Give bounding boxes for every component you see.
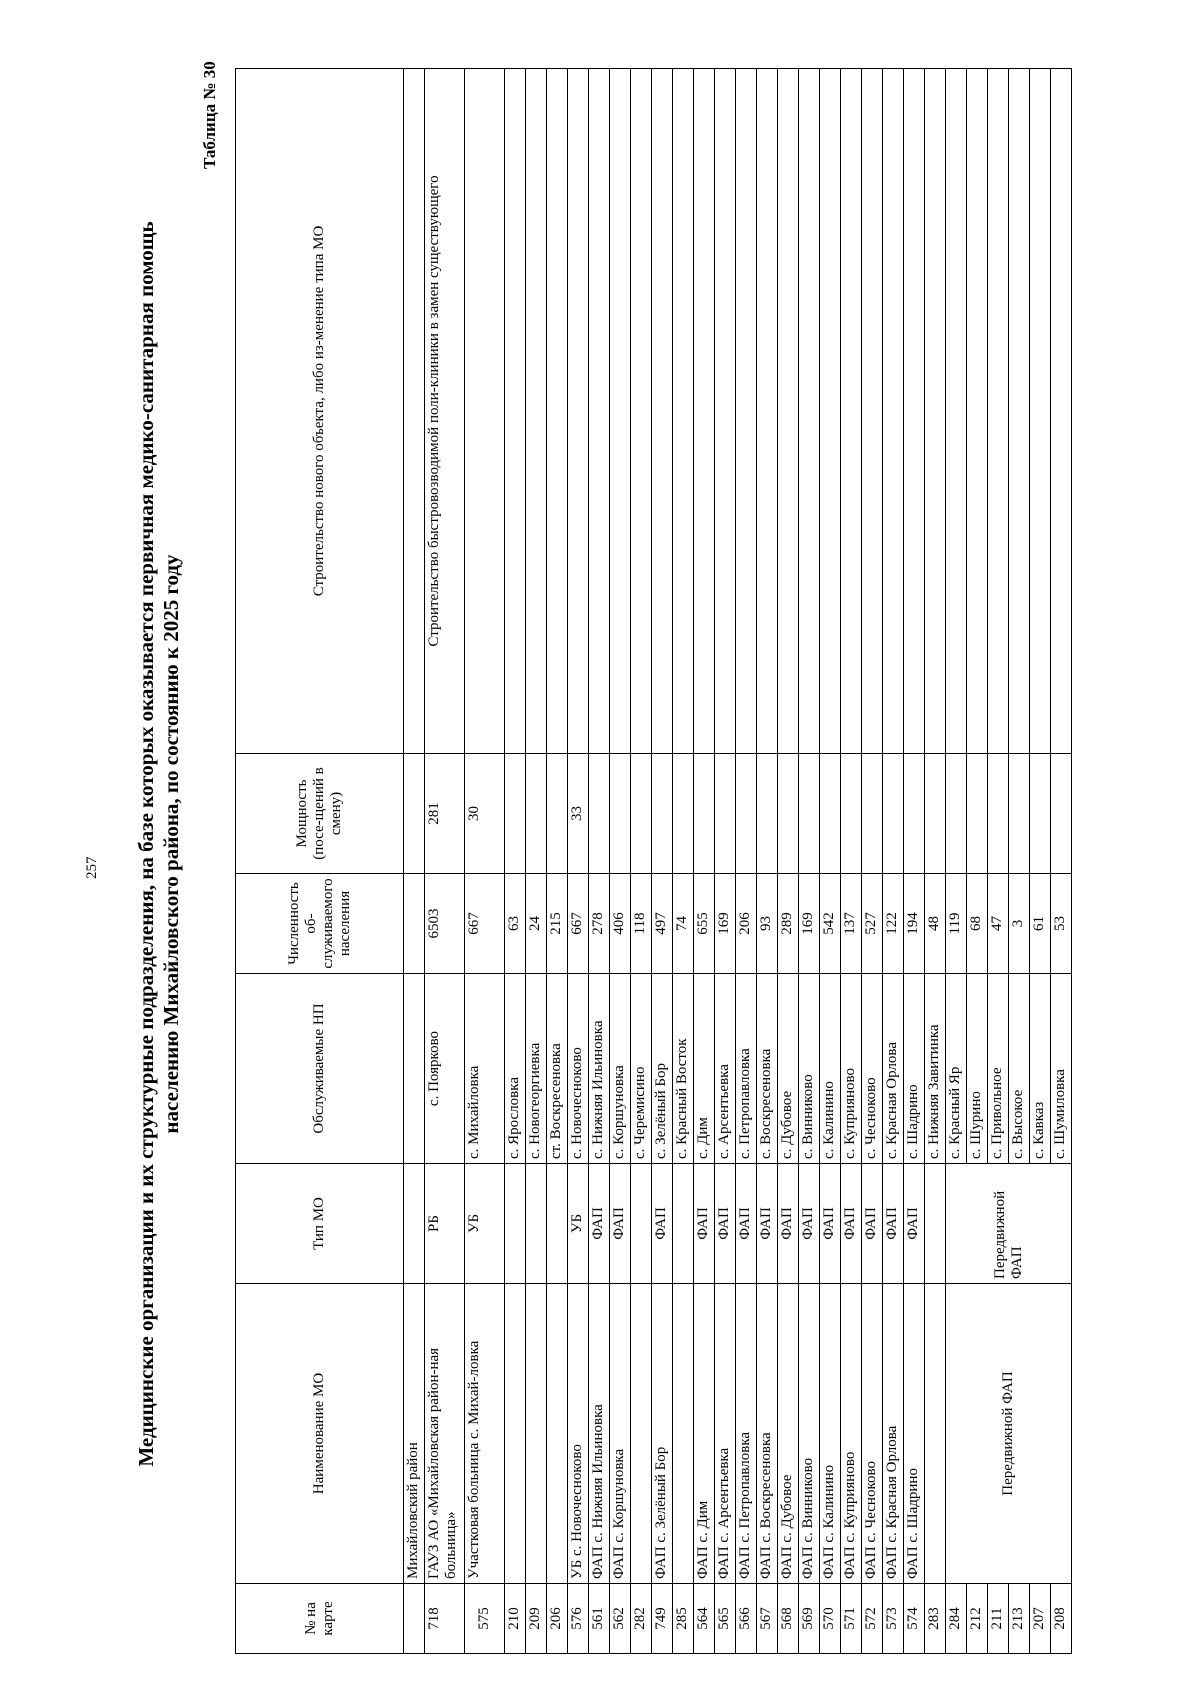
cell-name: ФАП с. Арсентьевка: [715, 1284, 736, 1584]
cell-settlement: с. Калинино: [820, 974, 841, 1164]
cell-population: 215: [547, 874, 568, 974]
cell-settlement: с. Красный Яр: [946, 974, 967, 1164]
cell-type: Передвижной ФАП: [946, 1164, 1072, 1284]
cell-num: 564: [694, 1584, 715, 1654]
cell-settlement: с. Черемисино: [631, 974, 652, 1164]
cell-population: 169: [715, 874, 736, 974]
table-row: [862, 69, 883, 1654]
table-row: [946, 69, 967, 1654]
cell-settlement: с. Нижняя Ильиновка: [589, 974, 610, 1164]
cell-num: 576: [568, 1584, 589, 1654]
cell-name: ФАП с. Чесноково: [862, 1284, 883, 1584]
cell-population: 122: [883, 874, 904, 974]
cell-type: ФАП: [589, 1164, 610, 1284]
cell-population: 194: [904, 874, 925, 974]
table-row: [904, 69, 925, 1654]
cell-num: 749: [652, 1584, 673, 1654]
cell-type: ФАП: [883, 1164, 904, 1284]
cell-settlement: с. Привольное: [988, 974, 1009, 1164]
cell-num: 574: [904, 1584, 925, 1654]
cell-num: 718: [425, 1584, 465, 1654]
table-row: [526, 69, 547, 1654]
facilities-table: [235, 68, 1072, 1654]
cell-name: ФАП с. Куприяново: [841, 1284, 862, 1584]
cell-name: ФАП с. Коршуновка: [610, 1284, 631, 1584]
cell-population: 667: [465, 874, 505, 974]
cell-name: ФАП с. Винниково: [799, 1284, 820, 1584]
cell-population: 655: [694, 874, 715, 974]
cell-population: 542: [820, 874, 841, 974]
cell-settlement: с. Дубовое: [778, 974, 799, 1164]
cell-settlement: с. Петропавловка: [736, 974, 757, 1164]
cell-population: 118: [631, 874, 652, 974]
cell-capacity: 30: [465, 754, 505, 874]
cell-population: 667: [568, 874, 589, 974]
cell-settlement: с. Чесноково: [862, 974, 883, 1164]
cell-type: ФАП: [799, 1164, 820, 1284]
cell-type: ФАП: [841, 1164, 862, 1284]
cell-name: ФАП с. Дим: [694, 1284, 715, 1584]
cell-num: 283: [925, 1584, 946, 1654]
cell-population: 63: [505, 874, 526, 974]
cell-type: ФАП: [820, 1164, 841, 1284]
cell-name: ГАУЗ АО «Михайловская район-ная больница»: [425, 1284, 465, 1584]
table-number: Таблица № 30: [200, 61, 219, 169]
cell-num: 568: [778, 1584, 799, 1654]
cell-settlement: с. Шадрино: [904, 974, 925, 1164]
table-row: [425, 69, 465, 1654]
cell-num: 571: [841, 1584, 862, 1654]
cell-num: 570: [820, 1584, 841, 1654]
district-cell: Михайловский район: [404, 1284, 425, 1584]
cell-settlement: с. Поярково: [425, 974, 465, 1164]
table-row: [465, 69, 505, 1654]
cell-type: ФАП: [757, 1164, 778, 1284]
cell-settlement: с. Воскресеновка: [757, 974, 778, 1164]
header-name: Наименование МО: [236, 1284, 404, 1584]
table-row: [505, 69, 526, 1654]
cell-settlement: с. Ярословка: [505, 974, 526, 1164]
cell-num: 572: [862, 1584, 883, 1654]
cell-settlement: с. Красный Восток: [673, 974, 694, 1164]
cell-settlement: с. Коршуновка: [610, 974, 631, 1164]
cell-num: 211: [988, 1584, 1009, 1654]
cell-num: 213: [1009, 1584, 1030, 1654]
cell-capacity: 281: [425, 754, 465, 874]
cell-name: ФАП с. Воскресеновка: [757, 1284, 778, 1584]
table-row: [589, 69, 610, 1654]
cell-construction: Строительство быстровозводимой поли-клиники в замен существующего: [425, 69, 465, 754]
cell-type: УБ: [465, 1164, 505, 1284]
table-row: [715, 69, 736, 1654]
table-header-row: [236, 69, 404, 1654]
cell-population: 169: [799, 874, 820, 974]
table-row: [778, 69, 799, 1654]
table-row: [610, 69, 631, 1654]
cell-population: 68: [967, 874, 988, 974]
cell-name: Участковая больница с. Михай-ловка: [465, 1284, 505, 1584]
cell-settlement: с. Нижняя Завитинка: [925, 974, 946, 1164]
table-row: [925, 69, 946, 1654]
table-row: [547, 69, 568, 1654]
cell-name: УБ с. Новочесноково: [568, 1284, 589, 1584]
cell-type: ФАП: [904, 1164, 925, 1284]
cell-num: 562: [610, 1584, 631, 1654]
cell-population: 527: [862, 874, 883, 974]
cell-num: 207: [1030, 1584, 1051, 1654]
cell-type: ФАП: [610, 1164, 631, 1284]
header-population: Численность об-служиваемого населения: [236, 874, 404, 974]
cell-num: 210: [505, 1584, 526, 1654]
cell-population: 289: [778, 874, 799, 974]
cell-settlement: с. Кавказ: [1030, 974, 1051, 1164]
cell-settlement: с. Новочесноково: [568, 974, 589, 1164]
cell-settlement: ст. Воскресеновка: [547, 974, 568, 1164]
cell-settlement: с. Зелёный Бор: [652, 974, 673, 1164]
table-row: [841, 69, 862, 1654]
header-type: Тип МО: [236, 1164, 404, 1284]
cell-type: ФАП: [694, 1164, 715, 1284]
header-num: № на карте: [236, 1584, 404, 1654]
table-row: [631, 69, 652, 1654]
title-line-2: населению Михайловского района, по состоянию к 2025 году: [159, 554, 183, 1134]
cell-type: ФАП: [715, 1164, 736, 1284]
cell-num: 209: [526, 1584, 547, 1654]
cell-population: 206: [736, 874, 757, 974]
cell-settlement: с. Высокое: [1009, 974, 1030, 1164]
cell-type: ФАП: [862, 1164, 883, 1284]
header-construction: Строительство нового объекта, либо из-менение типа МО: [236, 69, 404, 754]
cell-population: 3: [1009, 874, 1030, 974]
cell-population: 48: [925, 874, 946, 974]
cell-num: 567: [757, 1584, 778, 1654]
table-row: [820, 69, 841, 1654]
cell-name: ФАП с. Петропавловка: [736, 1284, 757, 1584]
cell-capacity: 33: [568, 754, 589, 874]
cell-population: 53: [1051, 874, 1072, 974]
cell-num: 208: [1051, 1584, 1072, 1654]
document-title: [134, 189, 184, 1499]
table-row: [883, 69, 904, 1654]
cell-settlement: с. Куприяново: [841, 974, 862, 1164]
table-row: [652, 69, 673, 1654]
cell-name: ФАП с. Красная Орлова: [883, 1284, 904, 1584]
cell-population: 119: [946, 874, 967, 974]
cell-population: 24: [526, 874, 547, 974]
cell-population: 137: [841, 874, 862, 974]
table-row: [568, 69, 589, 1654]
cell-population: 74: [673, 874, 694, 974]
cell-type: ФАП: [652, 1164, 673, 1284]
table-row: [694, 69, 715, 1654]
cell-population: 278: [589, 874, 610, 974]
cell-settlement: с. Шумиловка: [1051, 974, 1072, 1164]
cell-type: ФАП: [736, 1164, 757, 1284]
cell-num: 282: [631, 1584, 652, 1654]
cell-settlement: с. Винниково: [799, 974, 820, 1164]
table-row: [404, 69, 425, 1654]
cell-num: 212: [967, 1584, 988, 1654]
cell-settlement: с. Арсентьевка: [715, 974, 736, 1164]
cell-population: 497: [652, 874, 673, 974]
cell-num: 575: [465, 1584, 505, 1654]
cell-population: 61: [1030, 874, 1051, 974]
cell-type: ФАП: [778, 1164, 799, 1284]
cell-settlement: с. Новогеоргиевка: [526, 974, 547, 1164]
cell-name: ФАП с. Нижняя Ильиновка: [589, 1284, 610, 1584]
cell-name: Передвижной ФАП: [946, 1284, 1072, 1584]
cell-name: ФАП с. Зелёный Бор: [652, 1284, 673, 1584]
cell-name: ФАП с. Калинино: [820, 1284, 841, 1584]
table-row: [799, 69, 820, 1654]
cell-num: 569: [799, 1584, 820, 1654]
cell-num: 561: [589, 1584, 610, 1654]
cell-num: 573: [883, 1584, 904, 1654]
cell-num: 285: [673, 1584, 694, 1654]
cell-population: 406: [610, 874, 631, 974]
cell-type: УБ: [568, 1164, 589, 1284]
cell-type: РБ: [425, 1164, 465, 1284]
cell-name: ФАП с. Шадрино: [904, 1284, 925, 1584]
title-line-1: Медицинские организации и их структурные подразделения, на базе которых оказывается первичная медико-санитарная помощь: [134, 221, 158, 1467]
cell-settlement: с. Дим: [694, 974, 715, 1164]
cell-num: 566: [736, 1584, 757, 1654]
cell-num: 206: [547, 1584, 568, 1654]
cell-num: 284: [946, 1584, 967, 1654]
table-row: [736, 69, 757, 1654]
cell-name: ФАП с. Дубовое: [778, 1284, 799, 1584]
header-settlements: Обслуживаемые НП: [236, 974, 404, 1164]
cell-population: 93: [757, 874, 778, 974]
cell-settlement: с. Красная Орлова: [883, 974, 904, 1164]
cell-settlement: с. Михайловка: [465, 974, 505, 1164]
cell-settlement: с. Шурино: [967, 974, 988, 1164]
cell-num: 565: [715, 1584, 736, 1654]
table-row: [757, 69, 778, 1654]
cell-population: 47: [988, 874, 1009, 974]
page-number: 257: [84, 856, 100, 879]
cell-population: 6503: [425, 874, 465, 974]
header-capacity: Мощность (посе-щений в смену): [236, 754, 404, 874]
table-row: [673, 69, 694, 1654]
